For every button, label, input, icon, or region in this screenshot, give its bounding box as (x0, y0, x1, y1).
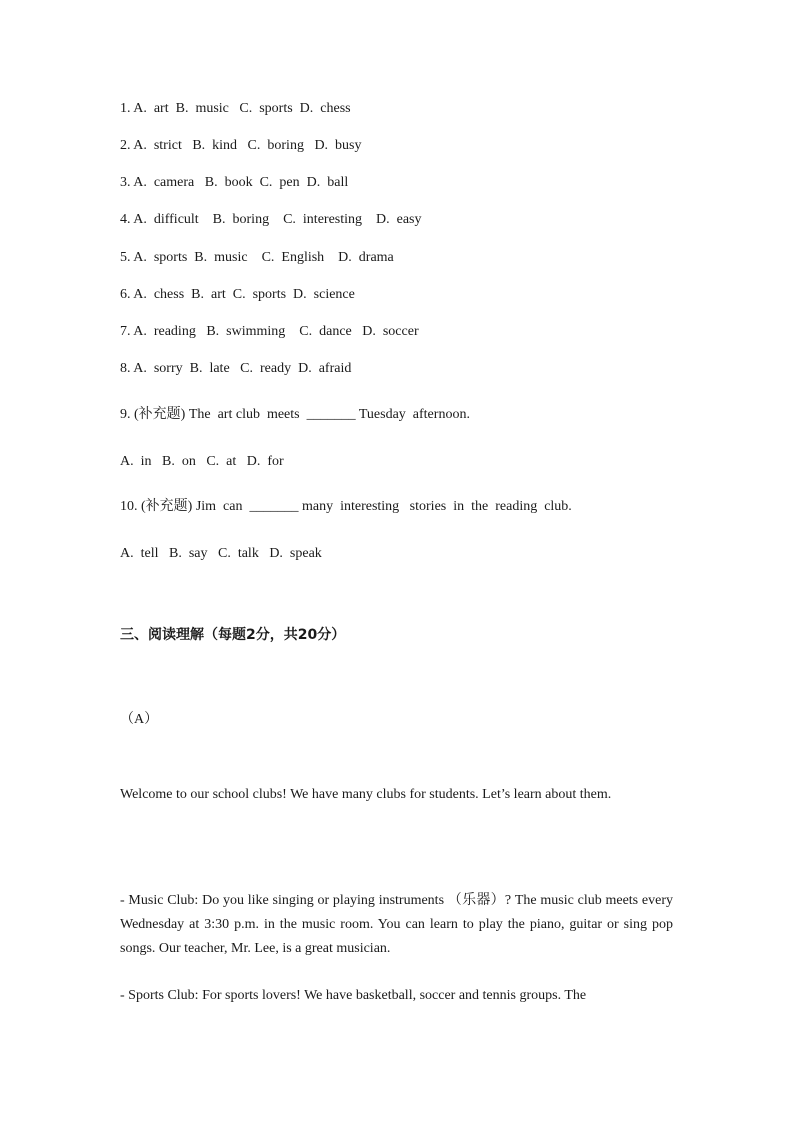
intro-paragraph: Welcome to our school clubs! We have many clubs for students. Let’s learn about them. (120, 787, 612, 802)
question-7: 7. A. reading B. swimming C. dance D. soccer (120, 324, 419, 339)
question-1: 1. A. art B. music C. sports D. chess (120, 101, 351, 116)
question-5: 5. A. sports B. music C. English D. drama (120, 250, 394, 265)
sports-club-paragraph: - Sports Club: For sports lovers! We have basketball, soccer and tennis groups. The (120, 988, 587, 1003)
question-9-options: A. in B. on C. at D. for (120, 454, 284, 469)
question-8: 8. A. sorry B. late C. ready D. afraid (120, 361, 352, 376)
question-10-options: A. tell B. say C. talk D. speak (120, 546, 322, 561)
music-club-paragraph: - Music Club: Do you like singing or playing instruments （乐器）? The music club meets every Wednesday at 3:30 p.m. in the music room. You can learn to play the piano, guitar or sing pop songs. Our teacher, Mr. Lee, is a great musician. (120, 893, 673, 956)
question-4: 4. A. difficult B. boring C. interesting D. easy (120, 212, 422, 227)
section-heading: 三、阅读理解（每题2分，共20分） (120, 627, 346, 643)
question-2: 2. A. strict B. kind C. boring D. busy (120, 138, 362, 153)
question-9: 9. (补充题) The art club meets _______ Tuesday afternoon. (120, 407, 470, 422)
question-6: 6. A. chess B. art C. sports D. science (120, 287, 355, 302)
question-10: 10. (补充题) Jim can _______ many interesting stories in the reading club. (120, 499, 572, 514)
passage-label: （A） (120, 712, 159, 727)
question-3: 3. A. camera B. book C. pen D. ball (120, 175, 349, 190)
